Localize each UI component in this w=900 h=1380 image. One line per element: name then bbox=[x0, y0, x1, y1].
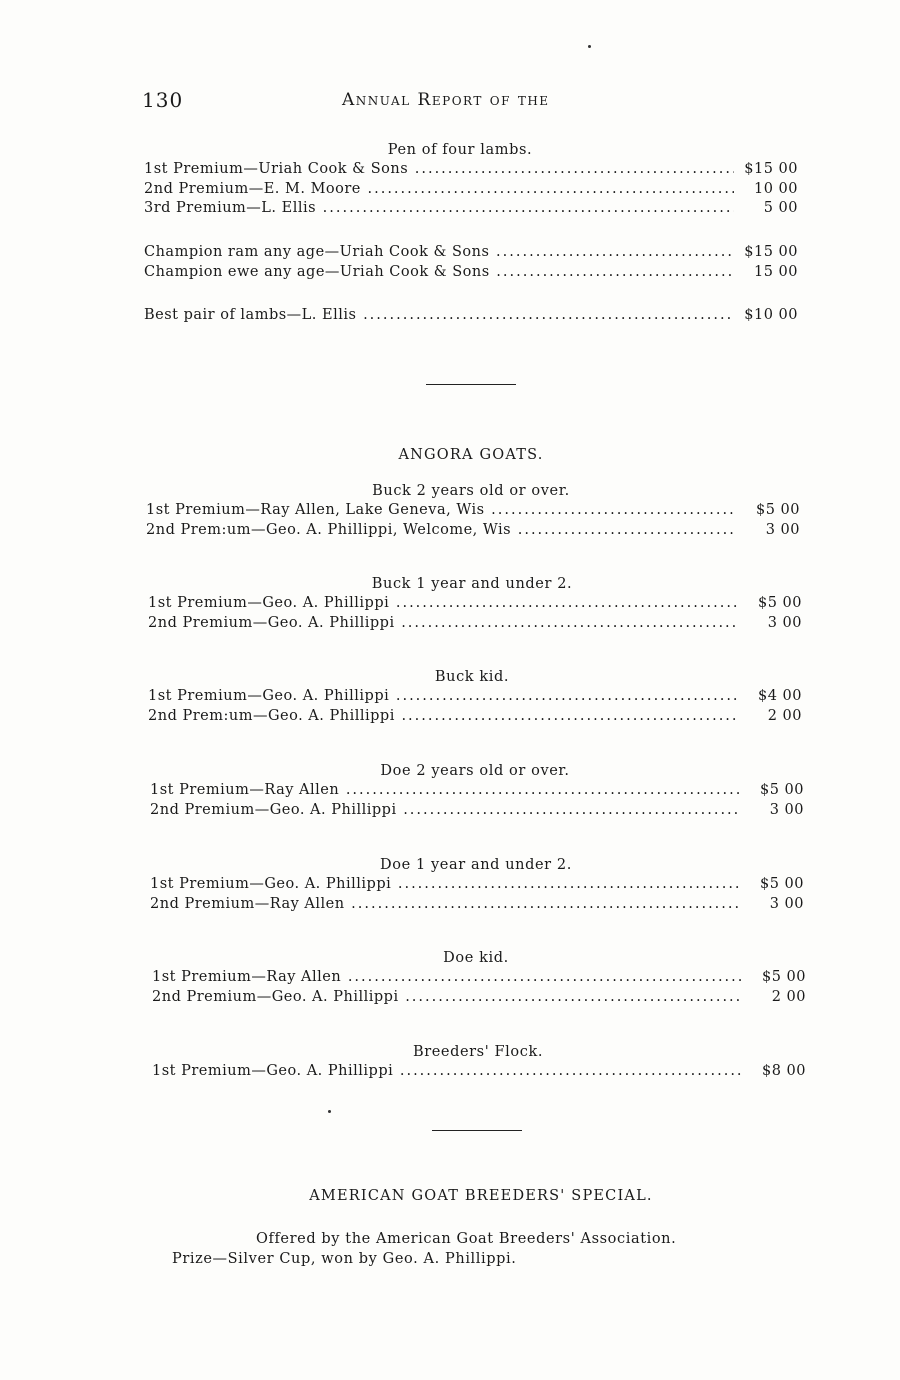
class-buck-kid bbox=[0, 667, 900, 726]
prize-label: 1st Premium—Geo. A. Phillippi ..... bbox=[148, 594, 738, 614]
class-heading: Buck 2 years old or over. bbox=[372, 483, 570, 499]
class-doe-kid bbox=[0, 948, 900, 1007]
prize-row bbox=[152, 1062, 806, 1082]
section-divider bbox=[426, 384, 516, 385]
prize-row bbox=[148, 687, 802, 707]
prize-amount: $5 00 bbox=[754, 875, 804, 895]
prize-label: 1st Premium—Geo. A. Phillippi ..... bbox=[148, 687, 738, 707]
prize-row bbox=[152, 968, 806, 988]
offered-line: Offered by the American Goat Breeders' Association. bbox=[256, 1231, 677, 1247]
prize-amount: 3 00 bbox=[764, 895, 804, 915]
prize-row bbox=[150, 781, 804, 801]
class-heading: Doe 2 years old or over. bbox=[380, 763, 570, 779]
section-title: ANGORA GOATS. bbox=[398, 447, 544, 463]
scan-speck bbox=[588, 45, 591, 48]
prize-amount: $5 00 bbox=[750, 501, 800, 521]
angora-goats-title-block bbox=[0, 444, 900, 466]
class-buck-2-years bbox=[0, 481, 900, 540]
prize-row bbox=[152, 988, 806, 1008]
class-heading: Buck kid. bbox=[434, 669, 510, 685]
prize-label: Champion ram any age—Uriah Cook & Sons ..... bbox=[144, 243, 734, 263]
prize-label: 1st Premium—Geo. A. Phillippi ..... bbox=[150, 875, 740, 895]
class-heading: Doe kid. bbox=[443, 950, 509, 966]
prize-row bbox=[144, 263, 798, 283]
prize-label: Best pair of lambs—L. Ellis ..... bbox=[144, 306, 734, 326]
prize-row bbox=[144, 160, 798, 180]
prize-label: 3rd Premium—L. Ellis ..... bbox=[144, 199, 734, 219]
prize-row bbox=[148, 614, 802, 634]
prize-amount: 3 00 bbox=[762, 614, 802, 634]
prize-label: 2nd Premium—Geo. A. Phillippi ..... bbox=[150, 801, 740, 821]
prize-row bbox=[144, 199, 798, 219]
prize-amount: 5 00 bbox=[758, 199, 798, 219]
prize-amount: $4 00 bbox=[752, 687, 802, 707]
prize-label: 1st Premium—Ray Allen ..... bbox=[150, 781, 740, 801]
class-heading: Pen of four lambs. bbox=[387, 142, 533, 158]
prize-row bbox=[148, 707, 802, 727]
prize-amount: $15 00 bbox=[738, 160, 798, 180]
best-pair-list bbox=[0, 306, 900, 326]
prize-row bbox=[150, 801, 804, 821]
prize-label: 2nd Prem:um—Geo. A. Phillippi, Welcome, Wis ..... bbox=[146, 521, 736, 541]
champion-list bbox=[0, 243, 900, 282]
prize-label: 2nd Premium—Geo. A. Phillippi ..... bbox=[148, 614, 738, 634]
class-doe-2-years bbox=[0, 761, 900, 820]
prize-row bbox=[144, 306, 798, 326]
prize-amount: 2 00 bbox=[762, 707, 802, 727]
prize-row bbox=[146, 521, 800, 541]
page-number: 130 bbox=[142, 88, 184, 112]
class-doe-1-year bbox=[0, 855, 900, 914]
prize-row bbox=[144, 180, 798, 200]
prize-row bbox=[150, 875, 804, 895]
prize-label: 2nd Prem:um—Geo. A. Phillippi ..... bbox=[148, 707, 738, 727]
prize-row bbox=[144, 243, 798, 263]
prize-amount: 3 00 bbox=[760, 521, 800, 541]
prize-amount: $8 00 bbox=[756, 1062, 806, 1082]
class-breeders-flock bbox=[0, 1042, 900, 1082]
class-heading: Breeders' Flock. bbox=[412, 1044, 544, 1060]
pen-of-four-lambs-section bbox=[0, 140, 900, 160]
prize-amount: 10 00 bbox=[748, 180, 798, 200]
prize-amount: 3 00 bbox=[764, 801, 804, 821]
prize-amount: $5 00 bbox=[752, 594, 802, 614]
prize-row bbox=[150, 895, 804, 915]
prize-label: 1st Premium—Ray Allen ..... bbox=[152, 968, 742, 988]
scan-speck bbox=[328, 1110, 331, 1113]
prize-amount: $15 00 bbox=[738, 243, 798, 263]
prize-label: 2nd Premium—Ray Allen ..... bbox=[150, 895, 740, 915]
prize-label: 2nd Premium—Geo. A. Phillippi ..... bbox=[152, 988, 742, 1008]
section-title: AMERICAN GOAT BREEDERS' SPECIAL. bbox=[309, 1188, 653, 1204]
prize-label: 2nd Premium—E. M. Moore ..... bbox=[144, 180, 734, 200]
running-head bbox=[142, 88, 802, 118]
section-divider bbox=[432, 1130, 522, 1131]
prize-line: Prize—Silver Cup, won by Geo. A. Phillippi. bbox=[172, 1251, 517, 1267]
prize-row bbox=[146, 501, 800, 521]
prize-label: 1st Premium—Uriah Cook & Sons ..... bbox=[144, 160, 734, 180]
special-title-block bbox=[0, 1185, 900, 1207]
prize-amount: $10 00 bbox=[738, 306, 798, 326]
special-offered-block bbox=[0, 1229, 900, 1269]
prize-amount: 2 00 bbox=[766, 988, 806, 1008]
prize-row bbox=[148, 594, 802, 614]
running-title: Annual Report of the bbox=[342, 90, 550, 110]
prize-label: 1st Premium—Geo. A. Phillippi ..... bbox=[152, 1062, 742, 1082]
prize-amount: $5 00 bbox=[754, 781, 804, 801]
prize-amount: 15 00 bbox=[748, 263, 798, 283]
prize-amount: $5 00 bbox=[756, 968, 806, 988]
class-buck-1-year bbox=[0, 574, 900, 633]
pen-of-four-lambs-list bbox=[0, 160, 900, 219]
prize-label: 1st Premium—Ray Allen, Lake Geneva, Wis ..... bbox=[146, 501, 736, 521]
class-heading: Doe 1 year and under 2. bbox=[380, 857, 572, 873]
class-heading: Buck 1 year and under 2. bbox=[371, 576, 573, 592]
prize-label: Champion ewe any age—Uriah Cook & Sons ..... bbox=[144, 263, 734, 283]
